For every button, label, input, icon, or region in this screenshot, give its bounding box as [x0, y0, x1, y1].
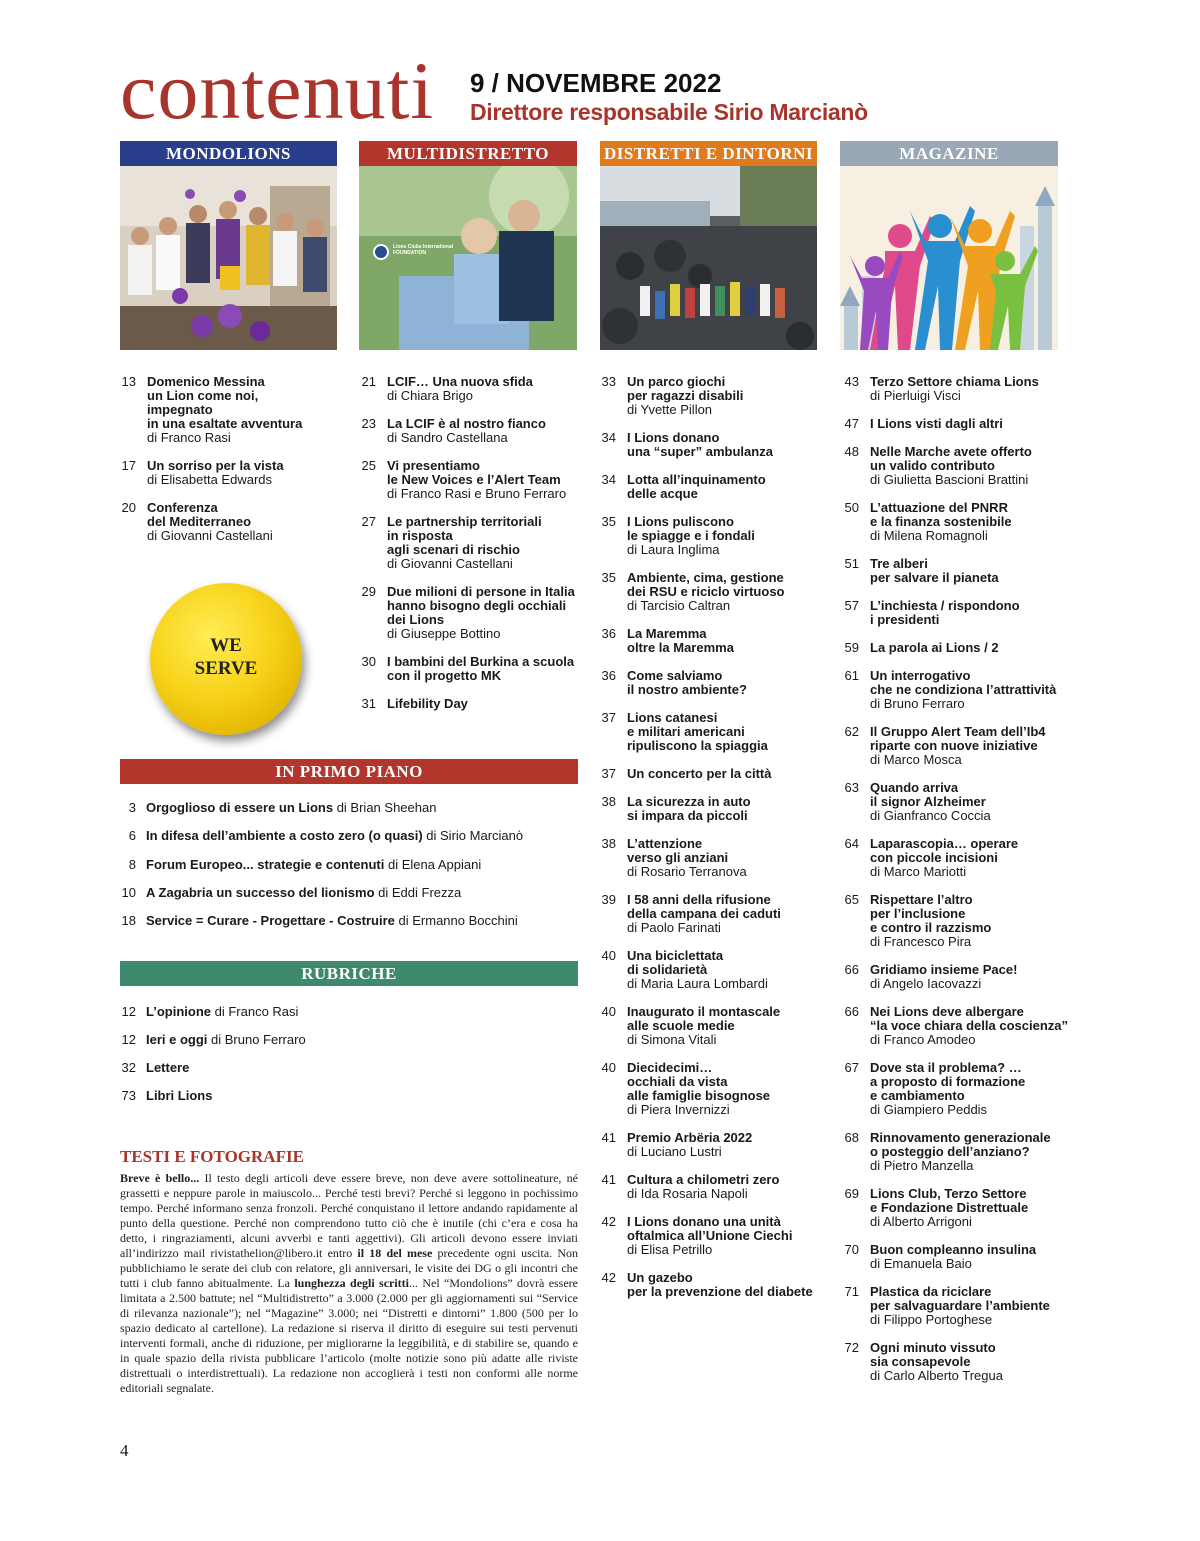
- toc-entry-title: dei Lions: [387, 612, 445, 627]
- toc-entry-author: di Giampiero Peddis: [870, 1102, 988, 1117]
- toc-entry-author: di Alberto Arrigoni: [870, 1214, 972, 1229]
- toc-page-number: 64: [844, 836, 859, 851]
- toc-page-number: 72: [844, 1340, 859, 1355]
- toc-page-number: 13: [121, 374, 136, 389]
- toc-entry-title: Plastica da riciclare: [870, 1284, 992, 1299]
- toc-entry-title: Premio Arbëria 2022: [627, 1130, 753, 1145]
- toc-entry-author: di Sirio Marcianò: [422, 828, 524, 844]
- toc-entry-title: Quando arriva: [870, 780, 959, 795]
- toc-entry[interactable]: [120, 1061, 189, 1075]
- toc-entry-title: L’opinione: [146, 1004, 211, 1019]
- toc-entry-title: delle acque: [627, 486, 698, 501]
- toc-entry-title: per salvaguardare l’ambiente: [870, 1298, 1050, 1313]
- toc-entry-author: di Emanuela Baio: [870, 1256, 972, 1271]
- toc-page-number: 61: [844, 668, 859, 683]
- toc-entry-title: in risposta: [387, 528, 453, 543]
- section-banner-mondolions: MONDOLIONS: [120, 141, 337, 166]
- toc-entry-author: di Giulietta Bascioni Brattini: [870, 472, 1029, 487]
- toc-entry-title: Laparascopia… operare: [870, 836, 1019, 851]
- toc-page-number: 34: [601, 430, 616, 445]
- toc-entry-title: il signor Alzheimer: [870, 794, 986, 809]
- toc-entry-author: di Carlo Alberto Tregua: [870, 1368, 1003, 1383]
- toc-entry-title: Ambiente, cima, gestione: [627, 570, 784, 585]
- toc-page-number: 62: [844, 724, 859, 739]
- toc-entry-author: di Elisabetta Edwards: [147, 472, 273, 487]
- toc-page-number: 38: [601, 836, 616, 851]
- toc-entry-author: di Sandro Castellana: [387, 430, 508, 445]
- toc-page-number: 70: [844, 1242, 859, 1257]
- toc-entry-title: I Lions visti dagli altri: [870, 416, 1003, 431]
- toc-entry-author: di Ermanno Bocchini: [394, 913, 518, 929]
- toc-entry-title: Le partnership territoriali: [387, 514, 542, 529]
- toc-entry-author: di Elisa Petrillo: [627, 1242, 713, 1257]
- toc-page-number: 38: [601, 794, 616, 809]
- we-serve-badge: [150, 583, 302, 735]
- toc-entry-title: L’inchiesta / rispondono: [870, 598, 1020, 613]
- toc-entry-author: di Paolo Farinati: [627, 920, 721, 935]
- toc-page-number: 27: [361, 514, 376, 529]
- toc-entry-author: di Bruno Ferraro: [870, 696, 965, 711]
- testi-lead: Breve è bello...: [120, 1171, 200, 1185]
- toc-page-number: 65: [844, 892, 859, 907]
- toc-entry-title: Nei Lions deve albergare: [870, 1004, 1024, 1019]
- toc-entry-title: Dove sta il problema? …: [870, 1060, 1022, 1075]
- toc-entry-title: L’attenzione: [627, 836, 703, 851]
- toc-entry-title: agli scenari di rischio: [387, 542, 520, 557]
- toc-entry-title: alle scuole medie: [627, 1018, 735, 1033]
- toc-entry-author: di Franco Rasi: [211, 1004, 299, 1019]
- toc-entry-author: di Franco Rasi e Bruno Ferraro: [387, 486, 567, 501]
- toc-entry-title: Un gazebo: [627, 1270, 693, 1285]
- toc-entry-author: di Ida Rosaria Napoli: [627, 1186, 748, 1201]
- toc-entry-title: un Lion come noi,: [147, 388, 259, 403]
- toc-page-number: 69: [844, 1186, 859, 1201]
- toc-page-number: 67: [844, 1060, 859, 1075]
- toc-page-number: 31: [361, 696, 376, 711]
- toc-entry-author: di Francesco Pira: [870, 934, 972, 949]
- toc-page-number: 29: [361, 584, 376, 599]
- toc-entry[interactable]: [120, 1005, 298, 1019]
- toc-page-number: 39: [601, 892, 616, 907]
- toc-entry-title: Rinnovamento generazionale: [870, 1130, 1051, 1145]
- section-banner-rubriche: RUBRICHE: [120, 961, 578, 986]
- photo-mondolions-group: [120, 166, 337, 350]
- toc-page-number: 51: [844, 556, 859, 571]
- toc-page-number: 8: [128, 856, 136, 872]
- toc-page-number: 34: [601, 472, 616, 487]
- toc-entry-title: per salvare il pianeta: [870, 570, 999, 585]
- toc-page-number: 59: [844, 640, 859, 655]
- toc-entry-title: I 58 anni della rifusione: [627, 892, 771, 907]
- toc-entry-author: di Giovanni Castellani: [387, 556, 513, 571]
- toc-entry-title: dei RSU e riciclo virtuoso: [627, 584, 785, 599]
- toc-entry-title: I Lions donano una unità: [627, 1214, 781, 1229]
- toc-entry-title: Ieri e oggi: [146, 1032, 208, 1047]
- we-serve-line2: SERVE: [194, 658, 258, 679]
- toc-page-number: 42: [601, 1270, 616, 1285]
- toc-entry-title: un valido contributo: [870, 458, 995, 473]
- toc-entry-title: Conferenza: [147, 500, 218, 515]
- toc-page-number: 41: [601, 1172, 616, 1187]
- toc-entry-author: di Milena Romagnoli: [870, 528, 988, 543]
- toc-entry-author: di Franco Rasi: [147, 430, 231, 445]
- we-serve-line1: WE: [210, 635, 242, 656]
- testi-p3: ... Nel “Mondolions” dovrà essere limitata a 2.500 battute; nel “Multidistretto” a 3.000 (2.000 per gli aggiornamenti sui “Service di rilevanza nazionale”); nel “Magazine” 3.000; nei “Distretti e dintorni” 1.800 (500 per lo spazio dedicato al cartellone). La redazione si riserva il diritto di eseguire sui testi pervenuti interventi formali, anche di riduzione, per migliorarne la leggibilità, e di stabilire se, quando e in quale spazio della rivista pubblicare l’articolo (molte notizie sono più adatte alle riviste distrettuali o interdistrettuali). La redazione non accoglierà i testi non conformi alle norme editoriali segnalate.: [120, 1276, 579, 1395]
- toc-entry-title: o posteggio dell’anziano?: [870, 1144, 1030, 1159]
- toc-entry-title: oltre la Maremma: [627, 640, 734, 655]
- testi-title: TESTI E FOTOGRAFIE: [120, 1147, 304, 1166]
- toc-page-number: 41: [601, 1130, 616, 1145]
- toc-entry[interactable]: [120, 801, 436, 815]
- toc-entry-author: di Rosario Terranova: [627, 864, 747, 879]
- toc-entry-author: di Maria Laura Lombardi: [627, 976, 768, 991]
- toc-page-number: 12: [121, 1004, 136, 1019]
- toc-entry[interactable]: [120, 858, 481, 872]
- toc-entry-author: di Brian Sheehan: [333, 800, 437, 815]
- toc-page-number: 40: [601, 948, 616, 963]
- toc-entry-title: sia consapevole: [870, 1354, 971, 1369]
- toc-entry-title: La LCIF è al nostro fianco: [387, 416, 546, 431]
- toc-entry-title: e la finanza sostenibile: [870, 514, 1012, 529]
- toc-entry-author: di Chiara Brigo: [387, 388, 473, 403]
- toc-entry-title: con piccole incisioni: [870, 850, 998, 865]
- toc-page-number: 63: [844, 780, 859, 795]
- testi-p2: precedente ogni uscita. Non pubblichiamo le serate dei club con relatore, gli anniversari, le visite dei DG o gli incontri che tutti i club fanno abitualmente. La: [120, 1246, 578, 1290]
- toc-entry-author: di Giuseppe Bottino: [387, 626, 501, 641]
- toc-entry-title: Inaugurato il montascale: [627, 1004, 781, 1019]
- toc-entry-title: ripuliscono la spiaggia: [627, 738, 768, 753]
- toc-entry-title: e contro il razzismo: [870, 920, 992, 935]
- toc-page-number: 43: [844, 374, 859, 389]
- toc-entry-title: per la prevenzione del diabete: [627, 1284, 813, 1299]
- toc-entry-title: Nelle Marche avete offerto: [870, 444, 1032, 459]
- toc-entry-title: “la voce chiara della coscienza”: [870, 1018, 1068, 1033]
- testi-deadline: il 18 del mese: [357, 1246, 433, 1260]
- testi-body: [120, 1171, 578, 1396]
- toc-entry-title: Buon compleanno insulina: [870, 1242, 1037, 1257]
- toc-page-number: 40: [601, 1004, 616, 1019]
- toc-entry-title: verso gli anziani: [627, 850, 729, 865]
- toc-entry-author: di Tarcisio Caltran: [627, 598, 731, 613]
- toc-page-number: 30: [361, 654, 376, 669]
- toc-entry-title: I bambini del Burkina a scuola: [387, 654, 575, 669]
- toc-entry-author: di Laura Inglima: [627, 542, 720, 557]
- toc-entry-author: di Pietro Manzella: [870, 1158, 974, 1173]
- toc-entry-title: e cambiamento: [870, 1088, 965, 1103]
- toc-entry-author: di Luciano Lustri: [627, 1144, 722, 1159]
- toc-entry-author: di Giovanni Castellani: [147, 528, 273, 543]
- toc-entry-title: i presidenti: [870, 612, 940, 627]
- toc-entry-title: occhiali da vista: [627, 1074, 728, 1089]
- toc-entry-title: Un interrogativo: [870, 668, 971, 683]
- toc-page-number: 40: [601, 1060, 616, 1075]
- section-banner-multidistretto: MULTIDISTRETTO: [359, 141, 577, 166]
- toc-entry-title: I Lions puliscono: [627, 514, 734, 529]
- toc-entry-author: di Angelo Iacovazzi: [870, 976, 982, 991]
- toc-entry-title: Cultura a chilometri zero: [627, 1172, 780, 1187]
- toc-entry-author: di Franco Amodeo: [870, 1032, 976, 1047]
- toc-entry-title: si impara da piccoli: [627, 808, 748, 823]
- toc-page-number: 10: [121, 884, 136, 900]
- toc-entry-title: impegnato: [147, 402, 213, 417]
- toc-entry-title: A Zagabria un successo del lionismo: [146, 884, 375, 900]
- toc-entry-title: oftalmica all’Unione Ciechi: [627, 1228, 793, 1243]
- toc-page-number: 71: [844, 1284, 859, 1299]
- photo-multidistretto-lcif: [359, 166, 577, 350]
- toc-entry-title: le spiagge e i fondali: [627, 528, 755, 543]
- toc-page-number: 33: [601, 374, 616, 389]
- photo-magazine-figures: [840, 166, 1058, 350]
- toc-page-number: 66: [844, 962, 859, 977]
- toc-entry[interactable]: [120, 1033, 306, 1047]
- toc-page-number: 73: [121, 1088, 136, 1103]
- toc-entry-title: e militari americani: [627, 724, 745, 739]
- toc-entry-title: del Mediterraneo: [147, 514, 252, 529]
- toc-page-number: 25: [361, 458, 376, 473]
- toc-entry-title: La parola ai Lions / 2: [870, 640, 999, 655]
- toc-entry-title: Un concerto per la città: [627, 766, 772, 781]
- toc-entry-title: con il progetto MK: [387, 668, 502, 683]
- toc-entry[interactable]: [120, 829, 523, 843]
- toc-page-number: 36: [601, 668, 616, 683]
- toc-entry-title: L’attuazione del PNRR: [870, 500, 1008, 515]
- toc-entry-title: Domenico Messina: [147, 374, 265, 389]
- toc-entry-title: In difesa dell’ambiente a costo zero (o quasi): [146, 828, 423, 844]
- toc-entry-author: di Simona Vitali: [627, 1032, 717, 1047]
- toc-entry-title: Come salviamo: [627, 668, 723, 683]
- toc-page-number: 6: [128, 828, 136, 844]
- toc-page-number: 37: [601, 766, 616, 781]
- toc-entry-title: una “super” ambulanza: [627, 444, 773, 459]
- toc-entry-title: Il Gruppo Alert Team dell’Ib4: [870, 724, 1046, 739]
- toc-entry-author: di Gianfranco Coccia: [870, 808, 991, 823]
- toc-entry-author: di Elena Appiani: [384, 856, 482, 872]
- toc-entry-title: Lettere: [146, 1060, 190, 1075]
- toc-entry-author: di Pierluigi Visci: [870, 388, 961, 403]
- toc-page-number: 50: [844, 500, 859, 515]
- lcif-caption: Lions Clubs International FOUNDATION: [393, 244, 454, 256]
- toc-entry-title: Rispettare l’altro: [870, 892, 973, 907]
- toc-entry-title: e Fondazione Distrettuale: [870, 1200, 1029, 1215]
- toc-entry-author: di Filippo Portoghese: [870, 1312, 993, 1327]
- toc-entry-title: per ragazzi disabili: [627, 388, 744, 403]
- toc-entry-title: Lifebility Day: [387, 696, 468, 711]
- toc-entry-title: che ne condiziona l’attrattività: [870, 682, 1057, 697]
- toc-page-number: 47: [844, 416, 859, 431]
- toc-page-number: 17: [121, 458, 136, 473]
- toc-entry-author: di Yvette Pillon: [627, 402, 713, 417]
- toc-entry-author: di Marco Mariotti: [870, 864, 967, 879]
- toc-entry-title: alle famiglie bisognose: [627, 1088, 771, 1103]
- toc-page-number: 35: [601, 570, 616, 585]
- toc-entry-title: Due milioni di persone in Italia: [387, 584, 575, 599]
- section-banner-primo-piano: IN PRIMO PIANO: [120, 759, 578, 784]
- toc-entry-title: per l’inclusione: [870, 906, 966, 921]
- toc-entry-title: Libri Lions: [146, 1088, 213, 1103]
- director-credit: Direttore responsabile Sirio Marcianò: [470, 99, 868, 125]
- toc-entry[interactable]: [120, 886, 461, 900]
- toc-page-number: 35: [601, 514, 616, 529]
- toc-entry-title: Orgoglioso di essere un Lions: [146, 800, 334, 815]
- toc-entry-author: di Piera Invernizzi: [627, 1102, 730, 1117]
- toc-entry-title: Terzo Settore chiama Lions: [870, 374, 1039, 389]
- toc-page-number: 21: [361, 374, 376, 389]
- toc-entry-title: hanno bisogno degli occhiali: [387, 598, 567, 613]
- issue-date: 9 / NOVEMBRE 2022: [470, 68, 722, 98]
- toc-entry-title: Tre alberi: [870, 556, 928, 571]
- toc-entry-title: Diecidecimi…: [627, 1060, 713, 1075]
- toc-entry-author: di Eddi Frezza: [374, 884, 462, 900]
- toc-entry-title: Lotta all’inquinamento: [627, 472, 766, 487]
- page-number: 4: [120, 1441, 129, 1460]
- toc-page-number: 23: [361, 416, 376, 431]
- toc-entry-author: di Marco Mosca: [870, 752, 962, 767]
- toc-entry-title: Lions catanesi: [627, 710, 718, 725]
- toc-page-number: 12: [121, 1032, 136, 1047]
- toc-entry-title: I Lions donano: [627, 430, 720, 445]
- toc-entry-title: La sicurezza in auto: [627, 794, 751, 809]
- toc-page-number: 20: [121, 500, 136, 515]
- toc-entry-title: Service = Curare - Progettare - Costruire: [146, 913, 395, 929]
- toc-entry-title: Gridiamo insieme Pace!: [870, 962, 1018, 977]
- toc-page-number: 32: [121, 1060, 136, 1075]
- section-banner-magazine: MAGAZINE: [840, 141, 1058, 166]
- testi-p1: Il testo degli articoli deve essere breve, non deve avere sottolineature, né grassetti e neppure parole in maiuscolo... Perché testi brevi? Perché si leggono in pochissimo tempo. Perché informano senza fronzoli. Perché conquistano il lettore andando rapidamente al punto della questione. Perché non comprendono tutto ciò che è inutile (chi c’era e cosa ha detto, i ringraziamenti, alcuni avverbi e tanti aggettivi). Gli articoli devono essere inviati all’indirizzo mail rivistathelion@libero.it entro: [120, 1171, 578, 1260]
- toc-entry-title: il nostro ambiente?: [627, 682, 747, 697]
- toc-page-number: 48: [844, 444, 859, 459]
- testi-length-label: lunghezza degli scritti: [294, 1276, 410, 1290]
- toc-entry[interactable]: [120, 1089, 212, 1103]
- toc-entry-title: di solidarietà: [627, 962, 708, 977]
- toc-page-number: 42: [601, 1214, 616, 1229]
- toc-entry-title: Un parco giochi: [627, 374, 726, 389]
- toc-page-number: 3: [128, 800, 136, 815]
- toc-page-number: 68: [844, 1130, 859, 1145]
- toc-page-number: 57: [844, 598, 859, 613]
- toc-entry-title: Un sorriso per la vista: [147, 458, 284, 473]
- page-title: contenuti: [120, 45, 435, 136]
- toc-entry-title: della campana dei caduti: [627, 906, 781, 921]
- toc-entry-title: Ogni minuto vissuto: [870, 1340, 996, 1355]
- toc-page-number: 36: [601, 626, 616, 641]
- toc-page-number: 37: [601, 710, 616, 725]
- toc-entry-title: Vi presentiamo: [387, 458, 480, 473]
- photo-distretti-beach: [600, 166, 817, 350]
- toc-entry-title: in una esaltate avventura: [147, 416, 303, 431]
- toc-entry-title: a proposto di formazione: [870, 1074, 1026, 1089]
- toc-entry-title: La Maremma: [627, 626, 707, 641]
- toc-entry-title: LCIF… Una nuova sfida: [387, 374, 533, 389]
- toc-entry-title: Forum Europeo... strategie e contenuti: [146, 856, 385, 872]
- toc-entry-title: riparte con nuove iniziative: [870, 738, 1038, 753]
- toc-entry-author: di Bruno Ferraro: [207, 1032, 306, 1047]
- toc-page-number: 18: [121, 913, 136, 929]
- section-banner-distretti: DISTRETTI E DINTORNI: [600, 141, 817, 166]
- toc-page-number: 66: [844, 1004, 859, 1019]
- toc-entry-title: Una biciclettata: [627, 948, 724, 963]
- toc-entry-title: Lions Club, Terzo Settore: [870, 1186, 1027, 1201]
- toc-entry-title: le New Voices e l’Alert Team: [387, 472, 561, 487]
- toc-entry[interactable]: [120, 914, 518, 928]
